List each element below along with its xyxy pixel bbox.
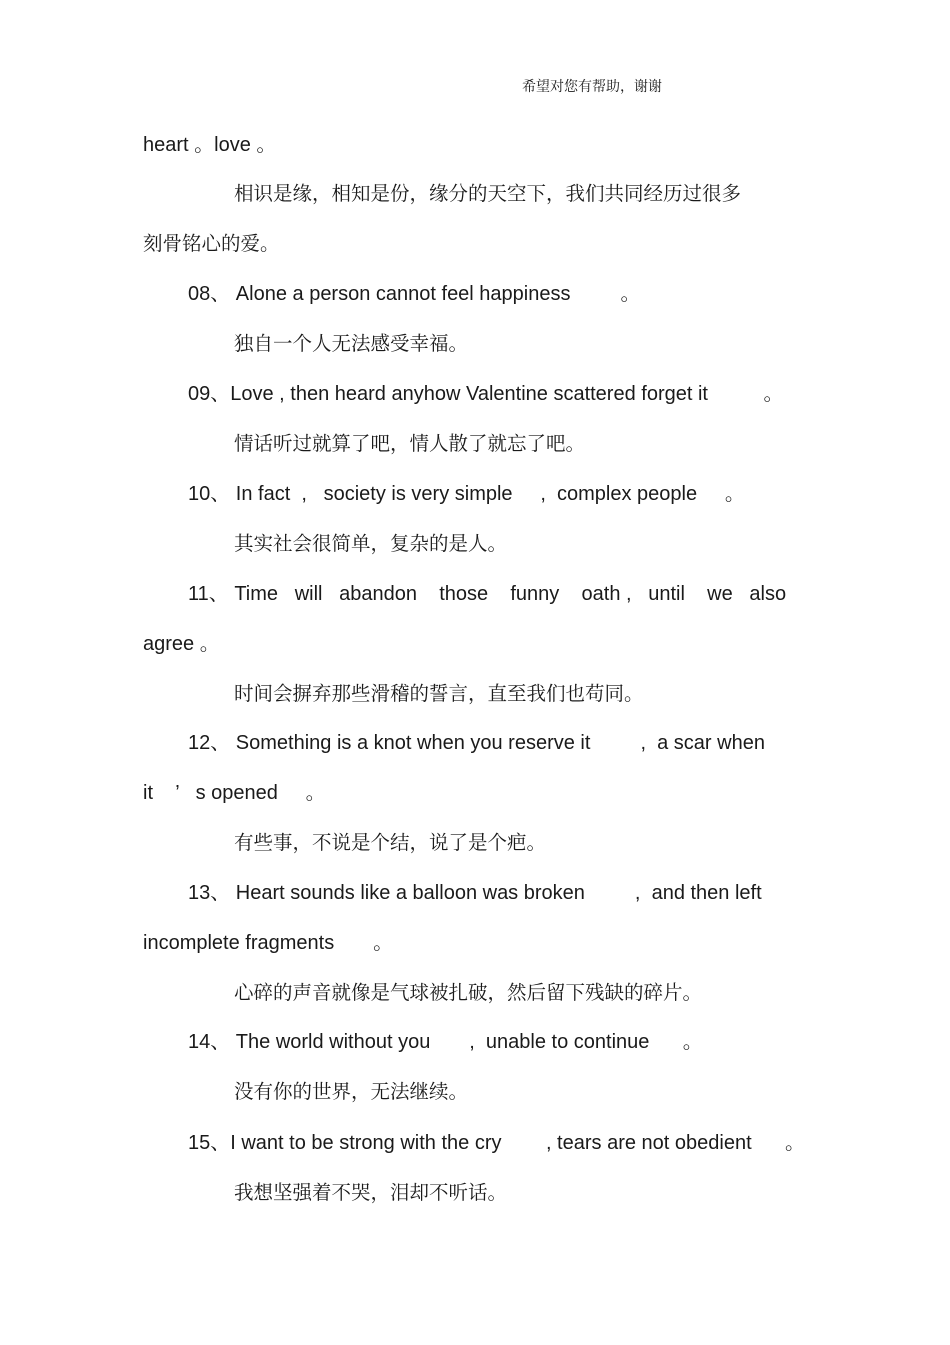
quote-13-continued: incomplete fragments 。 [143, 932, 394, 954]
translation-10: 其实社会很简单，复杂的是人。 [234, 532, 508, 555]
quote-13: 13、 Heart sounds like a balloon was broken , and then left [188, 882, 762, 904]
quote-11: 11、 Time will abandon those funny oath , until we also [188, 583, 787, 605]
quote-12-continued: it ’ s opened 。 [143, 782, 326, 804]
quote-10: 10、 In fact , society is very simple , complex people 。 [188, 483, 745, 505]
translation-12: 有些事，不说是个结，说了是个疤。 [234, 831, 547, 854]
quote-11-continued: agree 。 [143, 633, 220, 655]
translation-15: 我想坚强着不哭，泪却不听话。 [234, 1181, 508, 1204]
quote-15: 15、I want to be strong with the cry , tears are not obedient 。 [188, 1132, 805, 1154]
quote-12: 12、 Something is a knot when you reserve it , a scar when [188, 732, 765, 754]
translation-line: 刻骨铭心的爱。 [143, 232, 280, 255]
text-line: heart 。love 。 [143, 134, 277, 156]
translation-11: 时间会摒弃那些滑稽的誓言，直至我们也苟同。 [234, 682, 644, 705]
translation-line: 相识是缘，相知是份，缘分的天空下，我们共同经历过很多 [234, 182, 742, 205]
translation-09: 情话听过就算了吧，情人散了就忘了吧。 [234, 432, 586, 455]
quote-09: 09、Love , then heard anyhow Valentine scattered forget it 。 [188, 383, 784, 405]
translation-08: 独自一个人无法感受幸福。 [234, 332, 469, 355]
page-header: 希望对您有帮助，谢谢 [522, 79, 662, 95]
quote-08: 08、 Alone a person cannot feel happiness 。 [188, 283, 641, 305]
translation-14: 没有你的世界，无法继续。 [234, 1080, 469, 1103]
translation-13: 心碎的声音就像是气球被扎破，然后留下残缺的碎片。 [234, 981, 703, 1004]
quote-14: 14、 The world without you , unable to continue 。 [188, 1031, 703, 1053]
